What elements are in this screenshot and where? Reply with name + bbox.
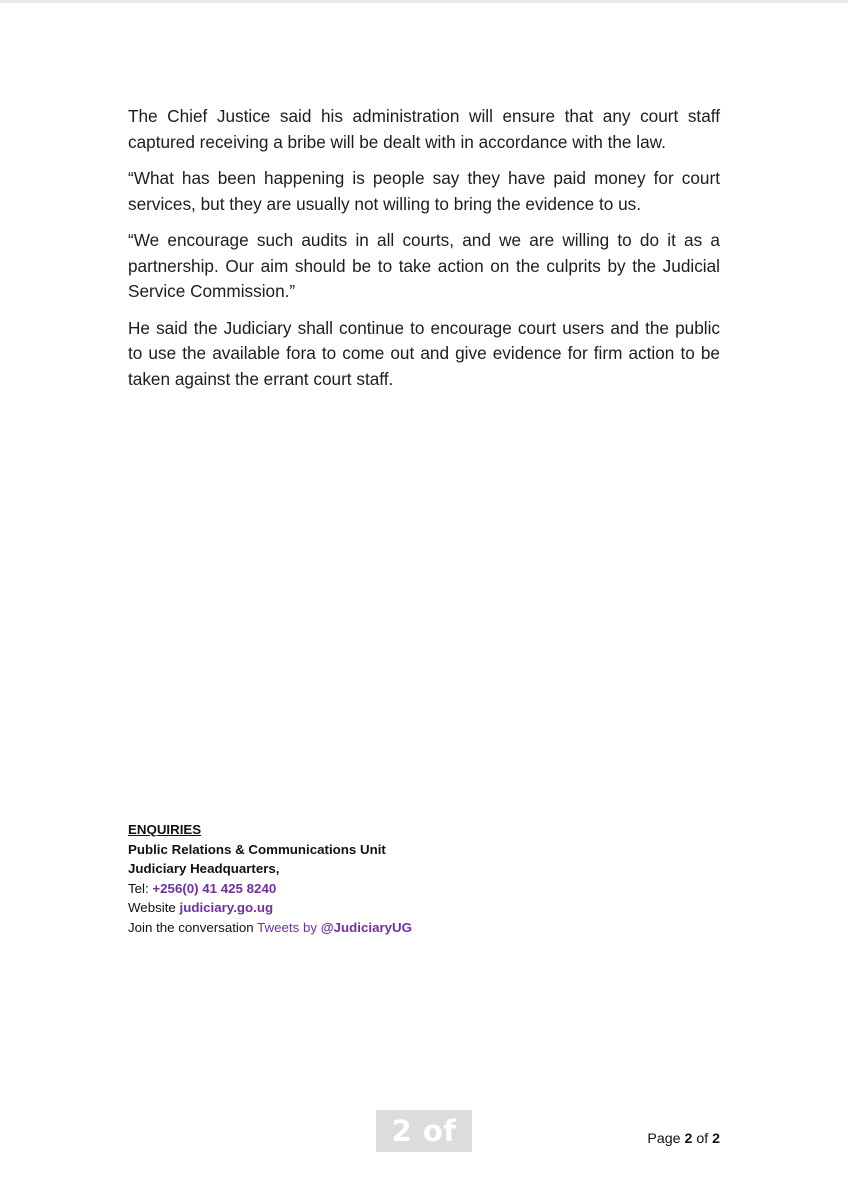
unit-name: Public Relations & Communications Unit [128, 841, 386, 857]
website-label: Website [128, 900, 180, 916]
tweets-link[interactable]: Tweets by [257, 919, 321, 935]
join-label: Join the conversation [128, 919, 258, 935]
current-page: 2 [684, 1131, 693, 1147]
tel-link[interactable]: +256(0) 41 425 8240 [152, 880, 277, 896]
tel-label: Tel: [128, 880, 153, 896]
join-line [128, 918, 548, 938]
paragraph: “We encourage such audits in all courts, and we are willing to do it as a partnership. Our aim should be to take action on the culprits by the Judicial Service Commission.” [128, 230, 720, 301]
paragraph: “What has been happening is people say they have paid money for court services, but they are usually not willing to bring the evidence to us. [128, 168, 720, 214]
website-link[interactable]: judiciary.go.ug [179, 900, 274, 916]
tel-line [128, 879, 548, 899]
website-line [128, 898, 548, 918]
page-number [647, 1131, 720, 1147]
office-name: Judiciary Headquarters, [128, 861, 280, 877]
twitter-handle-link[interactable]: @JudiciaryUG [320, 919, 412, 935]
page-count-badge: 2 of 2 [376, 1110, 472, 1152]
paragraph: He said the Judiciary shall continue to encourage court users and the public to use the available fora to come out and give evidence for firm action to be taken against the errant court staff. [128, 317, 720, 389]
page-word: Page [647, 1131, 685, 1147]
document-body [128, 104, 720, 403]
paragraph: The Chief Justice said his administration will ensure that any court staff captured receiving a bribe will be dealt with in accordance with the law. [128, 106, 720, 152]
of-word: of [692, 1131, 713, 1147]
enquiries-heading: ENQUIRIES [128, 822, 202, 837]
top-border [0, 0, 848, 3]
enquiries-block [128, 820, 548, 938]
total-pages: 2 [712, 1131, 720, 1147]
